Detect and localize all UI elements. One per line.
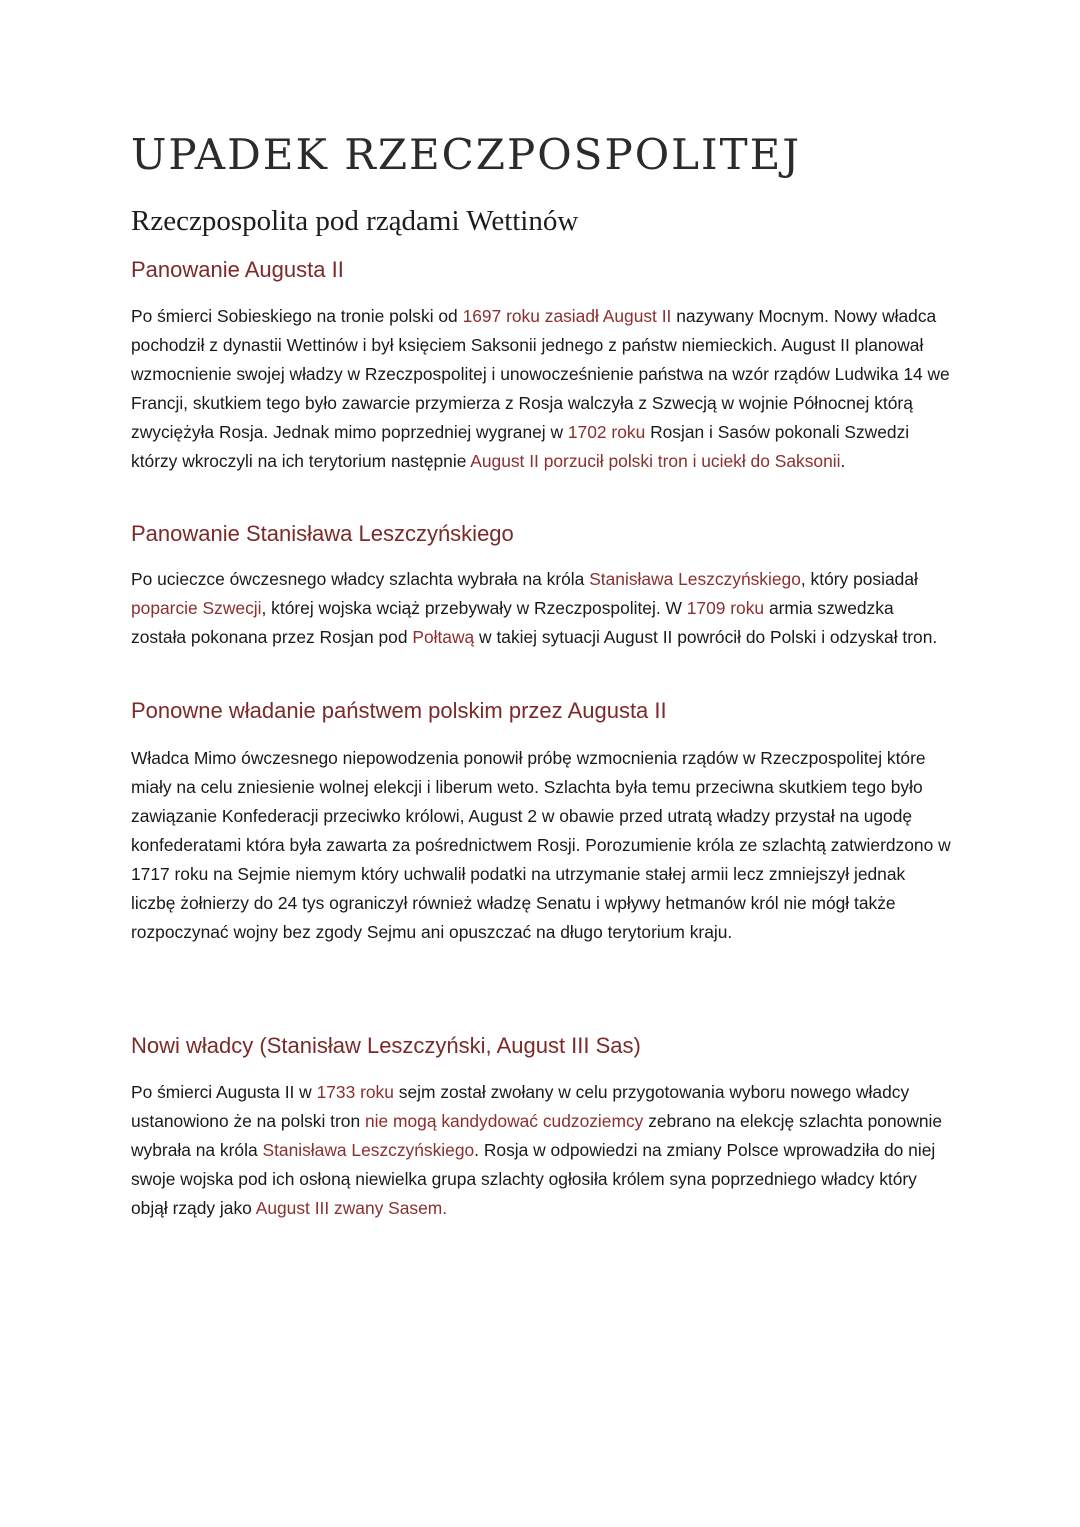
body-text: Po ucieczce ówczesnego władcy szlachta wybrała na króla: [131, 569, 590, 589]
section-paragraph-leszczynski: [131, 565, 951, 652]
section-heading-augustus-ii: Panowanie Augusta II: [131, 257, 344, 282]
body-text: armia szwedzka została pokonana przez Rosjan pod: [131, 598, 894, 647]
document-subtitle: Rzeczpospolita pod rządami Wettinów: [131, 205, 579, 237]
section-paragraph-new-rulers: [131, 1078, 951, 1223]
body-text: Rosjan i Sasów pokonali Szwedzi którzy wkroczyli na ich terytorium następnie: [131, 422, 910, 471]
body-text: Po śmierci Augusta II w: [131, 1082, 317, 1102]
highlighted-text: poparcie Szwecji: [131, 598, 262, 618]
body-text: nazywany Mocnym. Nowy władca pochodził z dynastii Wettinów i był księciem Saksonii jednego z państw niemieckich. August II planował wzmocnienie swojej władzy w Rzeczpospolitej i unowocześnienie państwa na wzór rządów Ludwika 14 we Francji, skutkiem tego było zawarcie przymierza z Rosja walczyła z Szwecją w wojnie Północnej którą zwyciężyła Rosja. Jednak mimo poprzedniej wygranej w: [131, 306, 950, 442]
body-text: zebrano na elekcję szlachta ponownie wybrała na króla: [131, 1111, 943, 1160]
highlighted-text: 1733 roku: [316, 1082, 394, 1102]
body-text: . Rosja w odpowiedzi na zmiany Polsce wprowadziła do niej swoje wojska pod ich osłoną niewielka grupa szlachty ogłosiła królem syna poprzedniego władcy który objął rządy jako: [131, 1140, 936, 1218]
highlighted-text: August II porzucił polski tron i uciekł do Saksonii: [470, 451, 841, 471]
highlighted-text: nie mogą kandydować cudzoziemcy: [364, 1111, 644, 1131]
highlighted-text: 1697 roku zasiadł August II: [462, 306, 672, 326]
document-title: UPADEK RZECZPOSPOLITEJ: [131, 130, 802, 179]
section-paragraph-augustus-ii: [131, 302, 951, 476]
section-heading-augustus-ii-return: Ponowne władanie państwem polskim przez Augusta II: [131, 698, 667, 723]
body-text: sejm został zwołany w celu przygotowania wyboru nowego władcy ustanowiono że na polski tron: [131, 1082, 910, 1131]
body-text: .: [840, 451, 846, 471]
highlighted-text: 1709 roku: [686, 598, 765, 618]
highlighted-text: Stanisława Leszczyńskiego: [589, 569, 801, 589]
section-heading-leszczynski: Panowanie Stanisława Leszczyńskiego: [131, 521, 514, 546]
highlighted-text: 1702 roku: [567, 422, 646, 442]
body-text: w takiej sytuacji August II powrócił do Polski i odzyskał tron.: [474, 627, 938, 647]
body-text: , której wojska wciąż przebywały w Rzeczpospolitej. W: [261, 598, 687, 618]
body-text: Władca Mimo ówczesnego niepowodzenia ponowił próbę wzmocnienia rządów w Rzeczpospolitej które miały na celu zniesienie wolnej elekcji i liberum weto. Szlachta była temu przeciwna skutkiem tego było zawiązanie Konfederacji przeciwko królowi, August 2 w obawie przed utratą władzy przystał na ugodę konfederatami która była zawarta za pośrednictwem Rosji. Porozumienie króla ze szlachtą zatwierdzono w 1717 roku na Sejmie niemym który uchwalił podatki na utrzymanie stałej armii lecz zmniejszył jednak liczbę żołnierzy do 24 tys ograniczył również władzę Senatu i wpływy hetmanów król nie mógł także rozpoczynać wojny bez zgody Sejmu ani opuszczać na długo terytorium kraju.: [131, 748, 951, 942]
section-heading-new-rulers: Nowi władcy (Stanisław Leszczyński, August III Sas): [131, 1033, 641, 1058]
section-paragraph-augustus-ii-return: [131, 744, 951, 947]
highlighted-text: Połtawą: [412, 627, 475, 647]
body-text: Po śmierci Sobieskiego na tronie polski od: [131, 306, 463, 326]
highlighted-text: Stanisława Leszczyńskiego: [262, 1140, 475, 1160]
highlighted-text: August III zwany Sasem.: [255, 1198, 448, 1218]
body-text: , który posiadał: [800, 569, 918, 589]
